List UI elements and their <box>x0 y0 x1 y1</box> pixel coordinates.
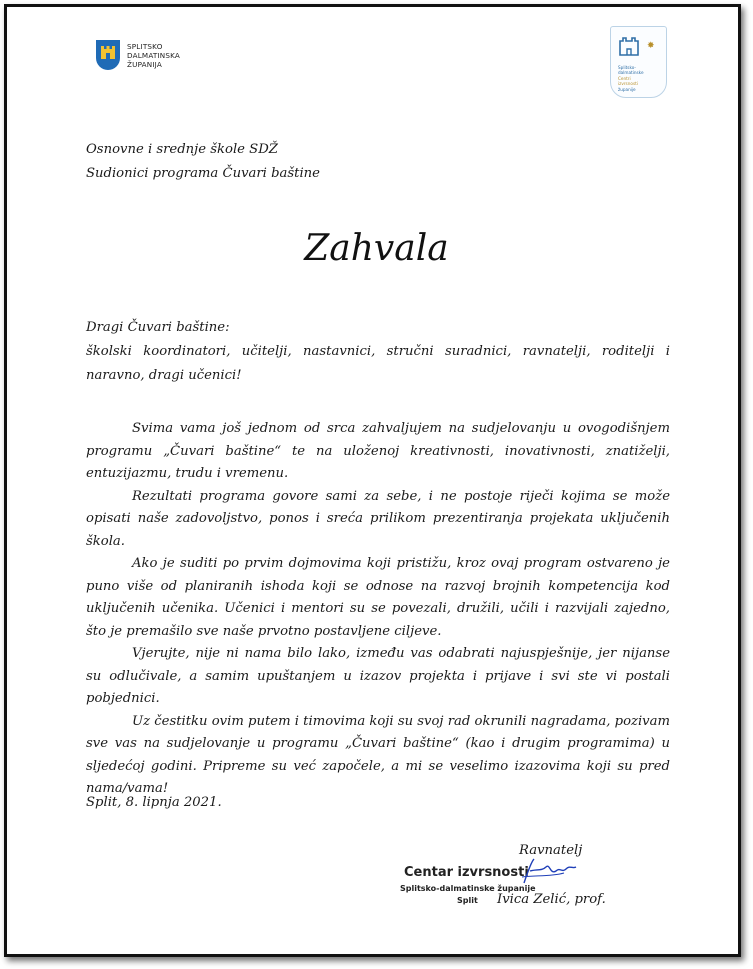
body-paragraph: Ako je suditi po prvim dojmovima koji pristižu, kroz ovaj program ostvareno je puno više od planiranih ishoda koji se odnose na razvoj brojnih kompetencija kod uključenih učenika. Učenici i mentori su se povezali, družili, učili i razvijali zajedno, što je premašilo sve naše prvotno postavljene ciljeve. <box>86 556 670 639</box>
recipient-line: Sudionici programa Čuvari baštine <box>86 166 320 181</box>
greeting-salutation: Dragi Čuvari baštine: <box>86 320 230 335</box>
signatory-name: Ivica Zelić, prof. <box>497 892 606 907</box>
centre-of-excellence-logo <box>610 26 667 98</box>
recipient-line: Osnovne i srednje škole SDŽ <box>86 142 278 157</box>
body-paragraph: Rezultati programa govore sami za sebe, i ne postoje riječi kojima se može opisati naše zadovoljstvo, ponos i sreća prilikom prezentiranja projekata uključenih škola. <box>86 488 670 549</box>
star-icon: ✸ <box>647 41 655 51</box>
stamp-line-3: Split <box>457 896 478 905</box>
body-paragraph: Uz čestitku ovim putem i timovima koji su svoj rad okrunili nagradama, pozivam sve vas na sudjelovanje u programu „Čuvari baštine“ (kao i drugim programima) u sljedećoj godini. Pripreme su već započele, a mi se veselimo izazovima koji su pred nama/vama! <box>86 713 670 796</box>
document-title: Zahvala <box>304 228 449 269</box>
castle-icon <box>617 33 641 57</box>
letter-body <box>86 418 670 801</box>
county-logo-text: SPLITSKO DALMATINSKA ŽUPANIJA <box>127 41 181 69</box>
county-logo <box>96 40 180 70</box>
body-paragraph: Vjerujte, nije ni nama bilo lako, između vas odabrati najuspješnije, jer nijanse su odlučivale, a samim upuštanjem u izazov projekta i prijave i svi ste vi postali pobjednici. <box>86 646 670 706</box>
greeting <box>86 316 670 387</box>
letter-date: Split, 8. lipnja 2021. <box>86 795 222 810</box>
stamp-line-2: Splitsko-dalmatinske županije <box>400 884 536 893</box>
handwritten-signature <box>520 857 578 887</box>
greeting-addressees: školski koordinatori, učitelji, nastavnici, stručni suradnici, ravnatelji, roditelji i naravno, dragi učenici! <box>86 343 670 383</box>
recipients-block <box>86 138 320 186</box>
centre-logo-text: Splitsko- dalmatinske Centri izvrsnosti županije <box>618 65 644 92</box>
body-paragraph: Svima vama još jednom od srca zahvaljujem na sudjelovanju u ovogodišnjem programu „Čuvari baštine“ te na uloženoj kreativnosti, inovativnosti, znatiželji, entuzijazmu, trudu i vremenu. <box>86 421 670 481</box>
signatory-role: Ravnatelj <box>519 843 583 858</box>
county-coat-of-arms-icon <box>96 40 120 70</box>
stamp-line-1: Centar izvrsnosti <box>404 865 529 880</box>
